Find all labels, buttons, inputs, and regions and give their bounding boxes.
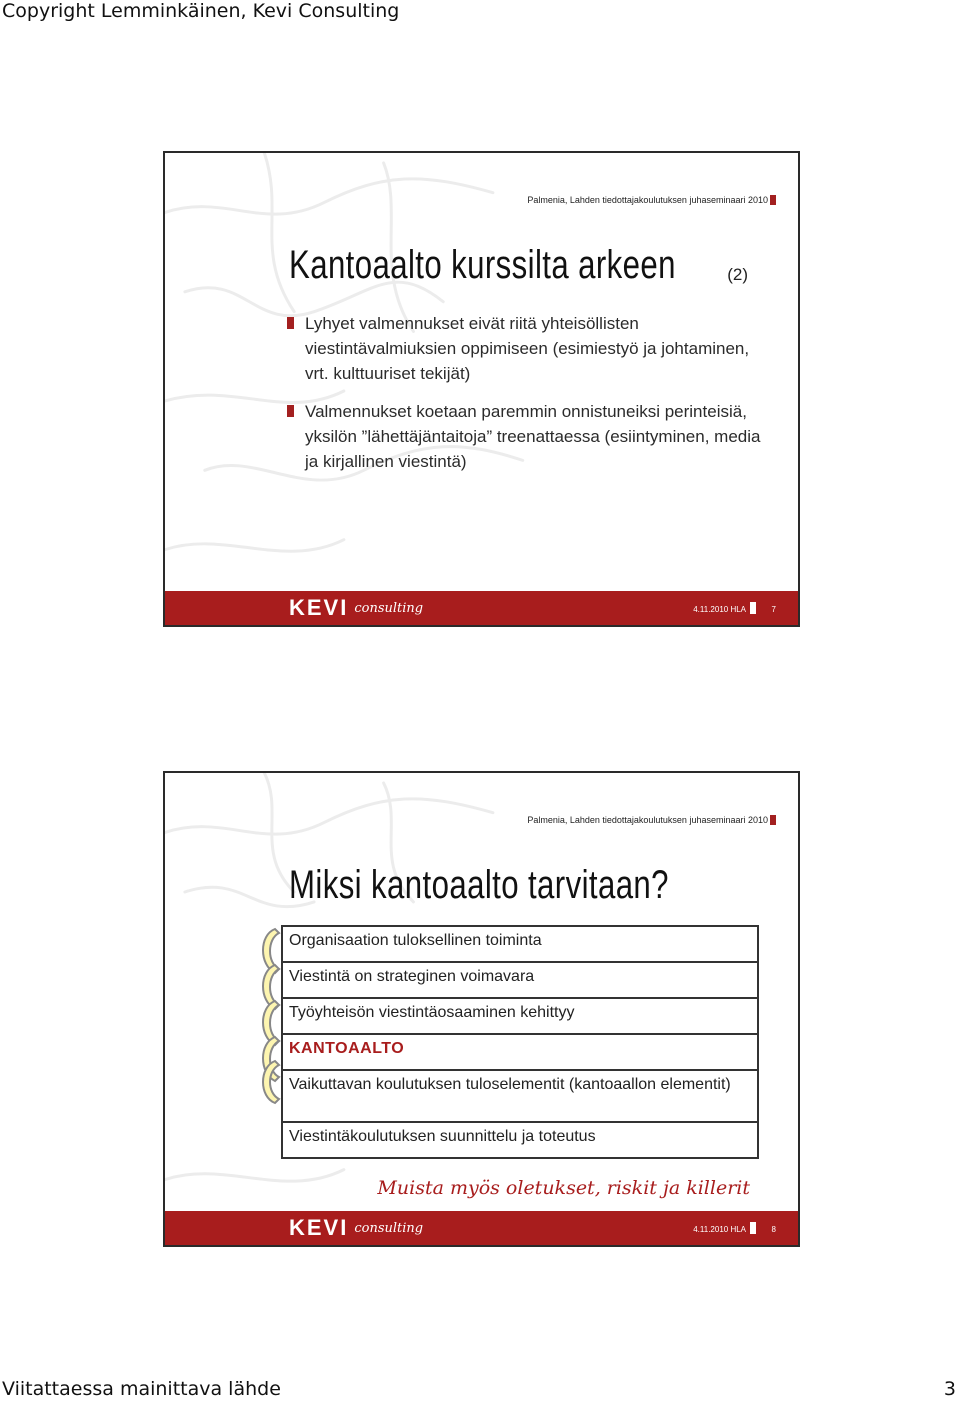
step-item: Viestintä on strateginen voimavara xyxy=(283,963,757,999)
slide-number: 7 xyxy=(771,605,776,614)
footer-marker xyxy=(750,1222,756,1234)
logo-subtext: consulting xyxy=(354,600,424,616)
slide-1 xyxy=(163,151,800,627)
page-header: Copyright Lemminkäinen, Kevi Consulting xyxy=(2,0,400,22)
bullet-text: Lyhyet valmennukset eivät riitä yhteisöllisten viestintävalmiuksien oppimiseen (esimiestyö ja johtaminen, vrt. kulttuuriset tekijät) xyxy=(305,314,750,383)
footer-marker xyxy=(750,602,756,614)
slide-footer-bar xyxy=(165,1211,798,1245)
slide-background-branches xyxy=(165,153,798,625)
slide-date: 4.11.2010 HLA xyxy=(693,1225,746,1234)
bullet-marker xyxy=(287,317,294,329)
slide-header-marker xyxy=(770,815,776,825)
page-footer-left: Viitattaessa mainittava lähde xyxy=(2,1378,281,1400)
step-item: Organisaation tuloksellinen toiminta xyxy=(283,927,757,963)
step-item: Vaikuttavan koulutuksen tuloselementit (kantoaallon elementit) xyxy=(283,1071,757,1123)
bullet-marker xyxy=(287,405,294,417)
slide-number: 8 xyxy=(771,1225,776,1234)
bullet-item xyxy=(287,311,767,386)
slide-note: Muista myös oletukset, riskit ja killerit xyxy=(377,1177,750,1199)
slide-date: 4.11.2010 HLA xyxy=(693,605,746,614)
slide-header-text: Palmenia, Lahden tiedottajakoulutuksen juhaseminaari 2010 xyxy=(527,815,768,825)
kevi-logo xyxy=(289,1215,423,1241)
slide-title-suffix: (2) xyxy=(727,265,748,284)
slide-2 xyxy=(163,771,800,1247)
slide-header-text: Palmenia, Lahden tiedottajakoulutuksen juhaseminaari 2010 xyxy=(527,195,768,205)
step-item: Viestintäkoulutuksen suunnittelu ja toteutus xyxy=(289,1128,596,1145)
bullet-item xyxy=(287,399,767,474)
logo-text: KEVI xyxy=(289,595,349,620)
bullet-text: Valmennukset koetaan paremmin onnistuneiksi perinteisiä, yksilön ”lähettäjäntaitoja” treenattaessa (esiintyminen, media ja kirjallinen viestintä) xyxy=(305,402,761,471)
step-item: Työyhteisön viestintäosaaminen kehittyy xyxy=(283,999,757,1035)
page-number: 3 xyxy=(943,1378,956,1400)
step-item-highlight: KANTOAALTO xyxy=(283,1035,757,1071)
logo-subtext: consulting xyxy=(354,1220,424,1236)
kevi-logo xyxy=(289,595,423,621)
logo-text: KEVI xyxy=(289,1215,349,1240)
slide-title: Kantoaalto kurssilta arkeen xyxy=(289,243,676,287)
slide-header-marker xyxy=(770,195,776,205)
slide-title: Miksi kantoaalto tarvitaan? xyxy=(289,863,669,907)
kantoaalto-steps-list xyxy=(281,925,759,1159)
slide-footer-bar xyxy=(165,591,798,625)
